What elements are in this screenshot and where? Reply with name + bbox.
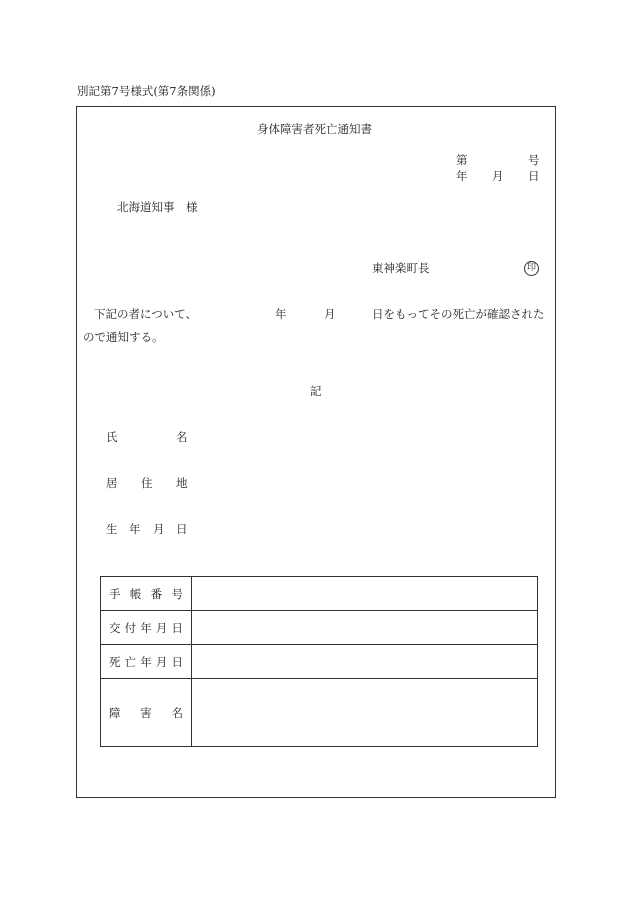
table-value-death-date[interactable] (192, 645, 538, 679)
label-char: 月 (155, 620, 168, 635)
label-char: 年 (140, 620, 152, 635)
table-row (101, 577, 538, 611)
label-char: 号 (171, 586, 183, 601)
body-year: 年 (275, 307, 287, 321)
label-char: 番 (150, 586, 163, 601)
label-char: 亡 (124, 654, 137, 669)
body-line2: ので通知する。 (83, 330, 164, 344)
table-label-death-date (101, 645, 192, 679)
field-residence-char-3: 地 (176, 476, 188, 490)
date-month-label: 月 (492, 169, 504, 183)
table-value-notebook-number[interactable] (192, 577, 538, 611)
date-day-label: 日 (528, 169, 540, 183)
table-row (101, 611, 538, 645)
label-char: 害 (140, 705, 152, 720)
number-label-go: 号 (528, 153, 540, 167)
label-char: 日 (171, 620, 183, 635)
field-birthdate-char-2: 年 (129, 522, 141, 536)
body-lead: 下記の者について、 (94, 307, 198, 321)
field-name-char-1: 氏 (106, 430, 118, 444)
field-name-char-2: 名 (176, 430, 188, 444)
header-note: 別記第7号様式(第7条関係) (77, 84, 216, 98)
table-label-disability-name (101, 679, 192, 747)
field-birthdate-char-1: 生 (106, 522, 118, 536)
label-char: 付 (124, 620, 137, 635)
table-value-disability-name[interactable] (192, 679, 538, 747)
label-char: 名 (171, 705, 183, 720)
label-char: 死 (109, 654, 121, 669)
field-residence-char-2: 住 (141, 476, 153, 490)
detail-table (100, 576, 538, 747)
label-char: 手 (109, 586, 121, 601)
document-title: 身体障害者死亡通知書 (257, 122, 372, 136)
seal-mark: 印 (524, 261, 539, 276)
ki-label: 記 (310, 384, 322, 398)
table-row (101, 679, 538, 747)
table-label-notebook-number (101, 577, 192, 611)
sender: 東神楽町長 (372, 261, 430, 275)
label-char: 障 (109, 705, 121, 720)
field-residence-char-1: 居 (106, 476, 118, 490)
number-label-dai: 第 (456, 153, 468, 167)
body-tail: 日をもってその死亡が確認された (372, 307, 545, 321)
field-birthdate-char-4: 日 (176, 522, 188, 536)
field-birthdate-char-3: 月 (153, 522, 165, 536)
table-label-issue-date (101, 611, 192, 645)
body-month: 月 (324, 307, 336, 321)
addressee: 北海道知事 様 (117, 200, 198, 214)
label-char: 月 (155, 654, 168, 669)
date-year-label: 年 (456, 169, 468, 183)
table-value-issue-date[interactable] (192, 611, 538, 645)
label-char: 帳 (129, 586, 142, 601)
label-char: 日 (171, 654, 183, 669)
table-row (101, 645, 538, 679)
label-char: 交 (109, 620, 121, 635)
label-char: 年 (140, 654, 152, 669)
